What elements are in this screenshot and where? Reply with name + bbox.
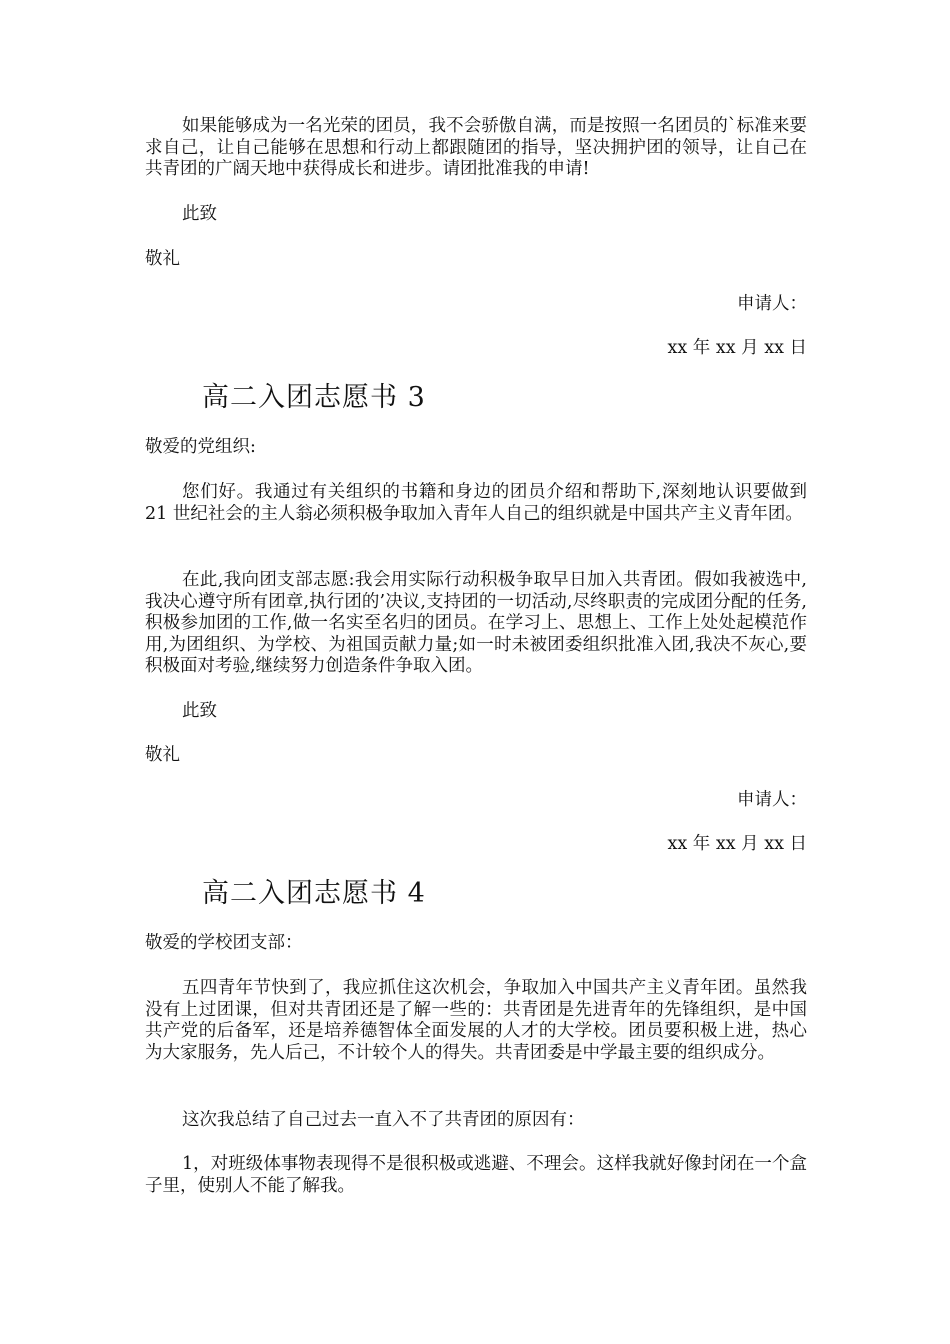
section3-title: 高二入团志愿书 3	[202, 382, 426, 413]
section3-paragraph-2: 在此,我向团支部志愿:我会用实际行动积极争取早日加入共青团。假如我被选中,我决心遵守所有团章,执行团的’决议,支持团的一切活动,尽终职责的完成团分配的任务,积极参加团的工作,做一名实至名归的团员。在学习上、思想上、工作上处处起模范作用,为团组织、为学校、为祖国贡献力量;如一时未被团委组织批准入团,我决不灰心,要积极面对考验,继续努力创造条件争取入团。	[145, 570, 807, 676]
section3-applicant: 申请人：	[737, 790, 807, 810]
section2-closing-jingli: 敬礼	[145, 249, 180, 269]
section3-closing-cizhi: 此致	[182, 701, 217, 721]
section4-paragraph-2: 这次我总结了自己过去一直入不了共青团的原因有：	[182, 1110, 585, 1130]
section3-paragraph-1: 您们好。我通过有关组织的书籍和身边的团员介绍和帮助下,深刻地认识要做到 21 世纪社会的主人翁必须积极争取加入青年人自己的组织就是中国共产主义青年团。	[145, 482, 807, 524]
section2-paragraph: 如果能够成为一名光荣的团员，我不会骄傲自满，而是按照一名团员的`标准来要求自己，让自己能够在思想和行动上都跟随团的指导，坚决拥护团的领导，让自己在共青团的广阔天地中获得成长和进步。请团批准我的申请!	[145, 116, 807, 179]
section2-applicant: 申请人：	[737, 294, 807, 314]
section3-date: xx 年 xx 月 xx 日	[667, 834, 807, 854]
section3-closing-jingli: 敬礼	[145, 745, 180, 765]
section2-closing-cizhi: 此致	[182, 204, 217, 224]
section4-paragraph-1: 五四青年节快到了，我应抓住这次机会，争取加入中国共产主义青年团。虽然我没有上过团课，但对共青团还是了解一些的：共青团是先进青年的先锋组织，是中国共产党的后备军，还是培养德智体全面发展的人才的大学校。团员要积极上进，热心为大家服务，先人后己，不计较个人的得失。共青团委是中学最主要的组织成分。	[145, 978, 807, 1063]
section4-salutation: 敬爱的学校团支部：	[145, 933, 303, 953]
section4-paragraph-3: 1，对班级体事物表现得不是很积极或逃避、不理会。这样我就好像封闭在一个盒子里，使别人不能了解我。	[145, 1154, 807, 1196]
section4-title: 高二入团志愿书 4	[202, 878, 426, 909]
section2-date: xx 年 xx 月 xx 日	[667, 338, 807, 358]
section3-salutation: 敬爱的党组织:	[145, 437, 256, 457]
